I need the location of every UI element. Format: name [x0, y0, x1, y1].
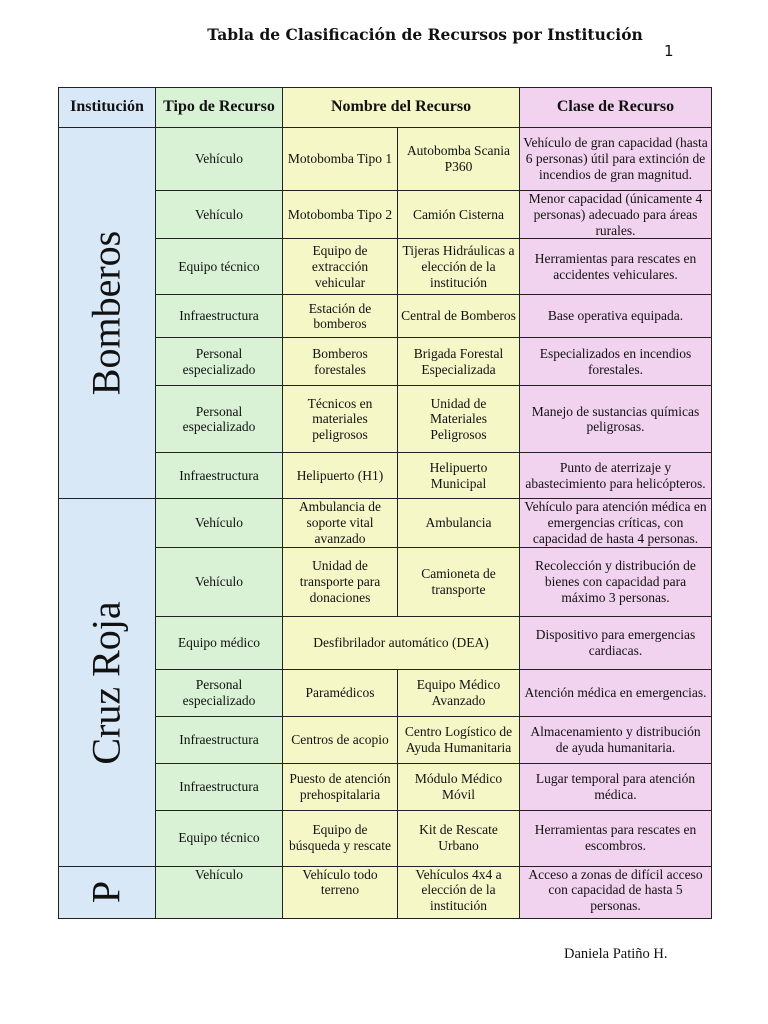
nombre1-cell: Motobomba Tipo 2 [283, 191, 398, 239]
nombre2-cell: Tijeras Hidráulicas a elección de la institución [398, 239, 520, 295]
institution-cruz-roja [59, 499, 156, 866]
tipo-cell: Equipo técnico [156, 239, 283, 295]
table-row [59, 810, 712, 866]
institution-label: Cruz Roja [83, 600, 129, 765]
table-row [59, 239, 712, 295]
nombre2-cell: Ambulancia [398, 499, 520, 547]
header-tipo: Tipo de Recurso [156, 88, 283, 128]
clase-cell: Vehículo para atención médica en emergencias críticas, con capacidad de hasta 4 personas. [520, 499, 712, 547]
header-nombre: Nombre del Recurso [283, 88, 520, 128]
nombre2-cell: Equipo Médico Avanzado [398, 669, 520, 716]
table-row [59, 547, 712, 616]
table-row [59, 499, 712, 547]
nombre1-cell: Motobomba Tipo 1 [283, 128, 398, 191]
nombre2-cell: Autobomba Scania P360 [398, 128, 520, 191]
clase-cell: Almacenamiento y distribución de ayuda humanitaria. [520, 716, 712, 763]
clase-cell: Recolección y distribución de bienes con capacidad para máximo 3 personas. [520, 547, 712, 616]
nombre2-cell: Vehículos 4x4 a elección de la institución [398, 866, 520, 918]
nombre2-cell: Brigada Forestal Especializada [398, 338, 520, 386]
table-row [59, 716, 712, 763]
tipo-cell: Infraestructura [156, 295, 283, 338]
nombre1-cell: Estación de bomberos [283, 295, 398, 338]
clase-cell: Acceso a zonas de difícil acceso con capacidad de hasta 5 personas. [520, 866, 712, 918]
clase-cell: Vehículo de gran capacidad (hasta 6 personas) útil para extinción de incendios de gran magnitud. [520, 128, 712, 191]
institution-label: Bomberos [83, 230, 129, 396]
nombre1-cell: Centros de acopio [283, 716, 398, 763]
nombre-merged-cell: Desfibrilador automático (DEA) [283, 616, 520, 669]
tipo-cell: Equipo técnico [156, 810, 283, 866]
table-row [59, 453, 712, 499]
clase-cell: Dispositivo para emergencias cardiacas. [520, 616, 712, 669]
header-clase: Clase de Recurso [520, 88, 712, 128]
nombre2-cell: Unidad de Materiales Peligrosos [398, 386, 520, 453]
table-row [59, 386, 712, 453]
tipo-cell: Vehículo [156, 191, 283, 239]
clase-cell: Especializados en incendios forestales. [520, 338, 712, 386]
table-row [59, 128, 712, 191]
clase-cell: Lugar temporal para atención médica. [520, 763, 712, 810]
clase-cell: Herramientas para rescates en escombros. [520, 810, 712, 866]
nombre2-cell: Kit de Rescate Urbano [398, 810, 520, 866]
institution-bomberos [59, 128, 156, 499]
table-header-row [59, 88, 712, 128]
clase-cell: Punto de aterrizaje y abastecimiento para helicópteros. [520, 453, 712, 499]
tipo-cell: Vehículo [156, 866, 283, 918]
nombre1-cell: Equipo de extracción vehicular [283, 239, 398, 295]
nombre2-cell: Módulo Médico Móvil [398, 763, 520, 810]
nombre2-cell: Camión Cisterna [398, 191, 520, 239]
tipo-cell: Personal especializado [156, 669, 283, 716]
tipo-cell: Vehículo [156, 547, 283, 616]
tipo-cell: Infraestructura [156, 453, 283, 499]
table-row [59, 866, 712, 918]
table-row [59, 616, 712, 669]
tipo-cell: Equipo médico [156, 616, 283, 669]
clase-cell: Menor capacidad (únicamente 4 personas) adecuado para áreas rurales. [520, 191, 712, 239]
nombre1-cell: Helipuerto (H1) [283, 453, 398, 499]
document-title: Tabla de Clasificación de Recursos por Institución [207, 25, 643, 44]
clase-cell: Herramientas para rescates en accidentes vehiculares. [520, 239, 712, 295]
tipo-cell: Vehículo [156, 128, 283, 191]
tipo-cell: Vehículo [156, 499, 283, 547]
nombre1-cell: Vehículo todo terreno [283, 866, 398, 918]
nombre2-cell: Helipuerto Municipal [398, 453, 520, 499]
tipo-cell: Infraestructura [156, 716, 283, 763]
table-row [59, 763, 712, 810]
nombre1-cell: Ambulancia de soporte vital avanzado [283, 499, 398, 547]
institution-label: P [83, 881, 129, 904]
clase-cell: Manejo de sustancias químicas peligrosas. [520, 386, 712, 453]
nombre1-cell: Equipo de búsqueda y rescate [283, 810, 398, 866]
author-signature: Daniela Patiño H. [564, 946, 668, 962]
nombre1-cell: Bomberos forestales [283, 338, 398, 386]
nombre1-cell: Unidad de transporte para donaciones [283, 547, 398, 616]
resource-classification-table [58, 87, 712, 919]
table-row [59, 191, 712, 239]
nombre2-cell: Centro Logístico de Ayuda Humanitaria [398, 716, 520, 763]
table-row [59, 669, 712, 716]
table-row [59, 338, 712, 386]
nombre2-cell: Central de Bomberos [398, 295, 520, 338]
nombre1-cell: Paramédicos [283, 669, 398, 716]
header-institucion: Institución [59, 88, 156, 128]
nombre2-cell: Camioneta de transporte [398, 547, 520, 616]
nombre1-cell: Técnicos en materiales peligrosos [283, 386, 398, 453]
table-row [59, 295, 712, 338]
clase-cell: Atención médica en emergencias. [520, 669, 712, 716]
tipo-cell: Personal especializado [156, 338, 283, 386]
institution-p [59, 866, 156, 918]
tipo-cell: Infraestructura [156, 763, 283, 810]
page-number: 1 [664, 42, 674, 60]
clase-cell: Base operativa equipada. [520, 295, 712, 338]
nombre1-cell: Puesto de atención prehospitalaria [283, 763, 398, 810]
tipo-cell: Personal especializado [156, 386, 283, 453]
